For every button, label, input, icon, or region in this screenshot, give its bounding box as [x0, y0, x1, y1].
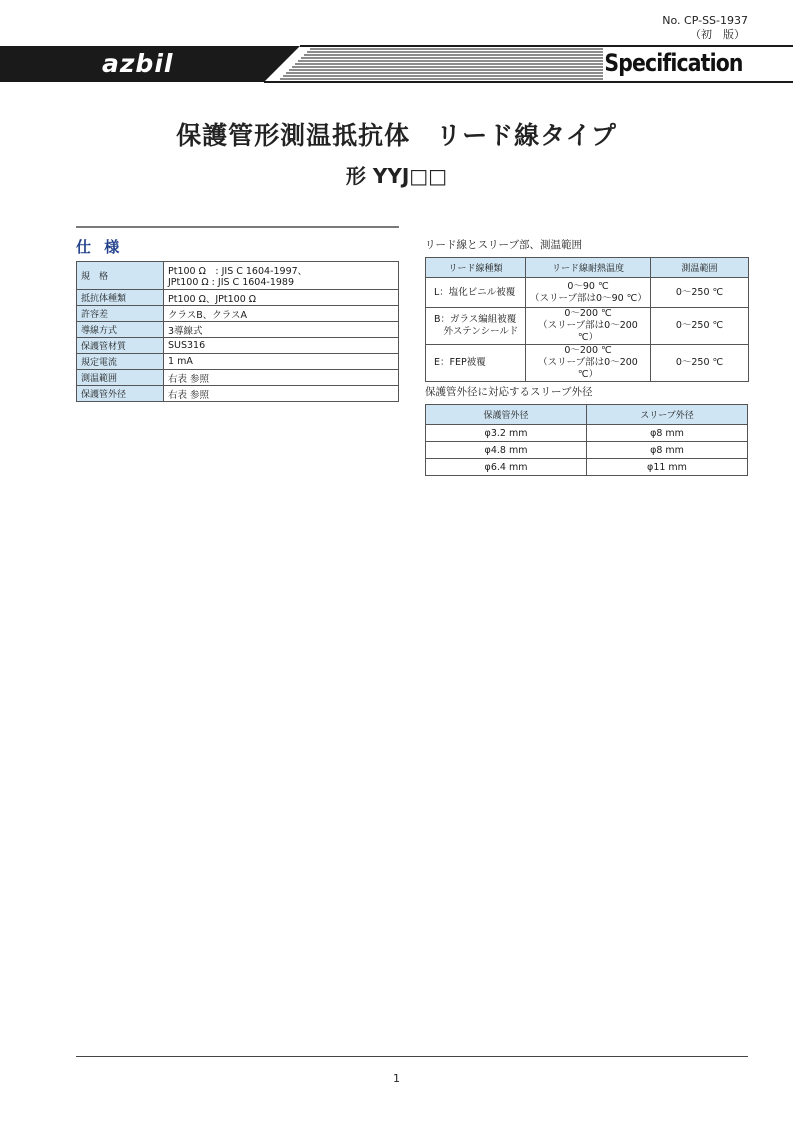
- cell-line: 0〜200 ℃: [564, 345, 612, 356]
- table-row: [426, 425, 748, 442]
- document-number-block: [662, 14, 748, 42]
- spec-value: [164, 354, 399, 370]
- spec-value: [164, 290, 399, 306]
- spec-row: [77, 306, 399, 322]
- cell-line: SUS316: [168, 340, 206, 351]
- cell-line: （スリーブ部は0〜200 ℃）: [538, 357, 638, 380]
- lead-wire-table: [425, 257, 749, 382]
- lead-type: [426, 308, 526, 345]
- cell-line: 右表 参照: [168, 373, 210, 385]
- doc-number: No. CP-SS-1937: [662, 14, 748, 27]
- spec-key: 許容差: [77, 306, 164, 322]
- spec-key: 規定電流: [77, 354, 164, 370]
- heat-resistance: [526, 345, 651, 382]
- sleeve-diameter: φ11 mm: [587, 459, 748, 476]
- spec-key: 測温範囲: [77, 370, 164, 386]
- spec-table: [76, 261, 399, 402]
- edition: （初 版）: [690, 28, 745, 41]
- spec-row: [77, 290, 399, 306]
- spec-value: [164, 386, 399, 402]
- spec-key: 規 格: [77, 262, 164, 290]
- cell-line: L：塩化ビニル被覆: [434, 286, 516, 298]
- measuring-range: 0〜250 ℃: [651, 345, 749, 382]
- lead-type: [426, 278, 526, 308]
- sleeve-diameter: φ8 mm: [587, 442, 748, 459]
- cell-line: E：FEP被覆: [434, 357, 486, 368]
- measuring-range: 0〜250 ℃: [651, 308, 749, 345]
- table-row: [426, 442, 748, 459]
- header-cell: リード線種類: [426, 258, 526, 278]
- cell-line: （スリーブ部は0〜90 ℃）: [530, 292, 647, 304]
- cell-line: B：ガラス編組被覆: [434, 314, 517, 325]
- spec-value: [164, 338, 399, 354]
- section-rule: [76, 226, 399, 228]
- spec-value: [164, 370, 399, 386]
- spec-key: 導線方式: [77, 322, 164, 338]
- spec-row: [77, 354, 399, 370]
- specification-label: Specification: [604, 49, 743, 77]
- cell-line: （スリーブ部は0〜200 ℃）: [538, 320, 638, 343]
- lead-table-caption: リード線とスリーブ部、測温範囲: [425, 239, 582, 251]
- header-cell: 保護管外径: [426, 405, 587, 425]
- cell-line: Pt100 Ω、JPt100 Ω: [168, 293, 257, 305]
- cell-line: 外ステンシールド: [434, 326, 519, 337]
- spec-key: 抵抗体種類: [77, 290, 164, 306]
- spec-value: [164, 322, 399, 338]
- sleeve-diameter: φ8 mm: [587, 425, 748, 442]
- spec-value: [164, 262, 399, 290]
- spec-row: [77, 262, 399, 290]
- table-row: [426, 278, 749, 308]
- cell-line: 3導線式: [168, 325, 203, 337]
- table-header-row: [426, 405, 748, 425]
- heat-resistance: [526, 278, 651, 308]
- cell-line: 0〜90 ℃: [567, 280, 609, 292]
- azbil-logo: azbil: [102, 49, 174, 78]
- diameter-table-caption: 保護管外径に対応するスリーブ外径: [425, 386, 593, 398]
- table-row: [426, 345, 749, 382]
- diameter-table: [425, 404, 748, 476]
- measuring-range: 0〜250 ℃: [651, 278, 749, 308]
- cell-line: Pt100 Ω : JIS C 1604-1997、: [168, 266, 308, 277]
- spec-row: [77, 338, 399, 354]
- cell-line: 0〜200 ℃: [564, 308, 612, 319]
- spec-value: [164, 306, 399, 322]
- tube-diameter: φ4.8 mm: [426, 442, 587, 459]
- cell-line: 右表 参照: [168, 389, 210, 401]
- lead-type: [426, 345, 526, 382]
- header-cell: スリーブ外径: [587, 405, 748, 425]
- model-subtitle: 形 YYJ□□: [345, 164, 448, 188]
- spec-row: [77, 370, 399, 386]
- spec-row: [77, 386, 399, 402]
- header-cell: リード線耐熱温度: [526, 258, 651, 278]
- footer-rule: [76, 1056, 748, 1057]
- header-cell: 測温範囲: [651, 258, 749, 278]
- spec-row: [77, 322, 399, 338]
- page-title: 保護管形測温抵抗体 リード線タイプ: [176, 121, 617, 150]
- spec-key: 保護管材質: [77, 338, 164, 354]
- cell-line: クラスB、クラスA: [168, 309, 247, 321]
- cell-line: 1 mA: [168, 356, 193, 367]
- cell-line: JPt100 Ω : JIS C 1604-1989: [168, 277, 294, 288]
- spec-heading: 仕 様: [76, 238, 124, 256]
- table-row: [426, 308, 749, 345]
- tube-diameter: φ6.4 mm: [426, 459, 587, 476]
- spec-key: 保護管外径: [77, 386, 164, 402]
- page-number: 1: [393, 1072, 400, 1085]
- table-row: [426, 459, 748, 476]
- heat-resistance: [526, 308, 651, 345]
- table-header-row: [426, 258, 749, 278]
- tube-diameter: φ3.2 mm: [426, 425, 587, 442]
